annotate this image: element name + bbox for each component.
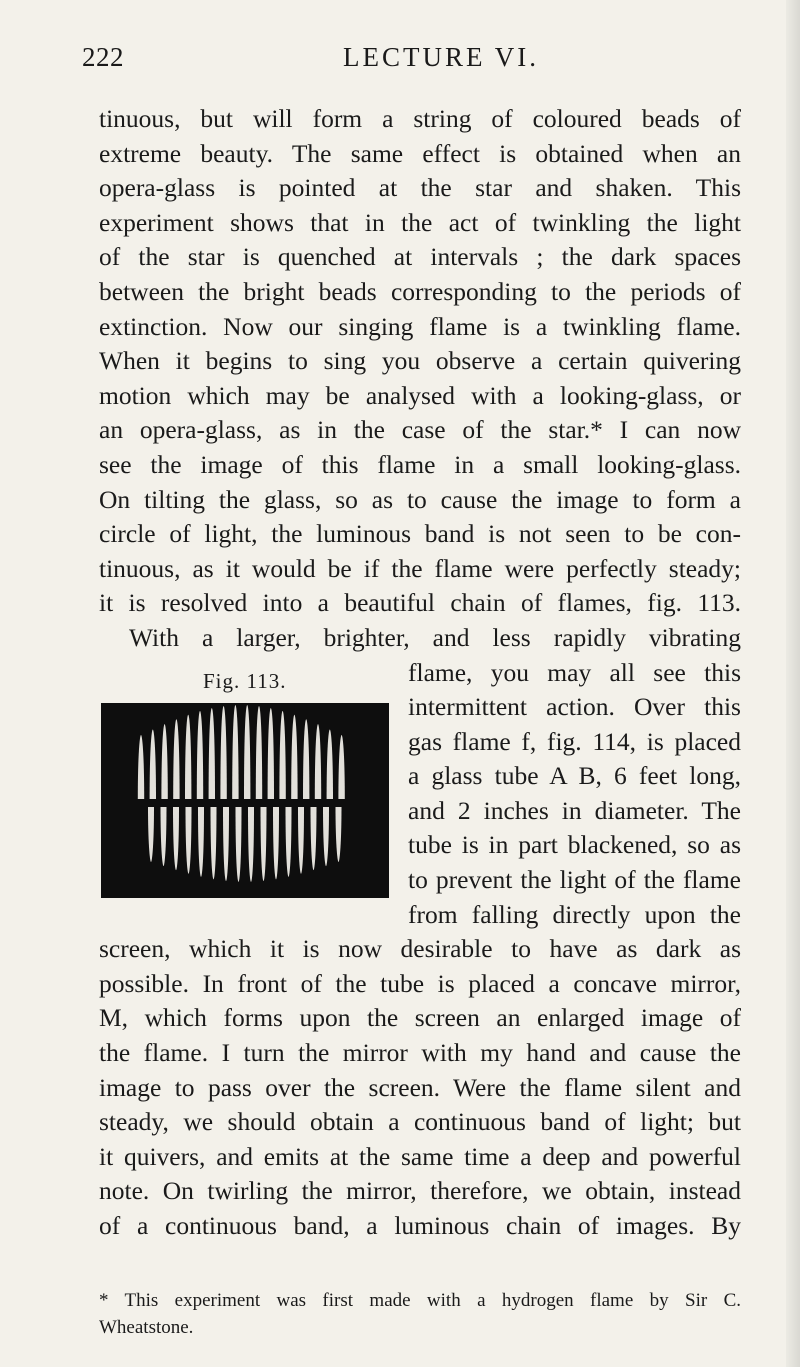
figure-wrap-zone (99, 656, 741, 933)
wrapped-text (408, 656, 741, 933)
flame-image (197, 711, 203, 799)
body-line: possible. In front of the tube is placed a concave mirror, (99, 968, 741, 998)
body-line: it is resolved into a beautiful chain of flames, fig. 113. (99, 588, 741, 618)
body-line: tinuous, but will form a string of coloured beads of (99, 104, 741, 133)
body-line: circle of light, the luminous band is not seen to be con- (99, 519, 741, 549)
body-line: note. On twirling the mirror, therefore, we obtain, instead (99, 1176, 741, 1206)
body-line: With a larger, brighter, and less rapidly vibrating (129, 622, 741, 652)
body-line: steady, we should obtain a continuous band of light; but (99, 1107, 741, 1137)
body-line: between the bright beads corresponding to the periods of (99, 276, 741, 306)
body-line: it quivers, and emits at the same time a deep and powerful (99, 1141, 741, 1171)
body-line: see the image of this flame in a small looking-glass. (99, 449, 741, 479)
body-line: When it begins to sing you observe a certain quivering (99, 346, 741, 376)
flame-image (286, 807, 292, 877)
flame-image (261, 807, 267, 881)
flame-image (232, 705, 238, 799)
body-line: from falling directly upon the (408, 899, 741, 929)
flame-image (323, 807, 329, 866)
flame-image (161, 807, 167, 866)
body-line: and 2 inches in diameter. The (408, 795, 741, 825)
body-text (99, 102, 741, 1244)
body-line: of the star is quenched at intervals ; the dark spaces (99, 242, 741, 272)
flame-chain-illustration (101, 703, 389, 898)
body-line: tube is in part blackened, so as (408, 830, 741, 860)
body-line: gas flame f, fig. 114, is placed (408, 726, 741, 756)
body-line: an opera-glass, as in the case of the star.* I can now (99, 415, 741, 445)
flame-image (327, 729, 333, 799)
flame-image (161, 724, 167, 799)
flame-image (186, 807, 192, 874)
page-number: 222 (82, 42, 124, 72)
body-line: flame, you may all see this (408, 657, 741, 687)
flame-image (198, 807, 204, 877)
body-line: the flame. I turn the mirror with my hand and cause the (99, 1038, 741, 1068)
flame-image (185, 714, 191, 798)
figure-113 (99, 656, 391, 932)
flame-image (211, 807, 217, 879)
flame-chain-image (101, 703, 389, 898)
flame-image (279, 711, 285, 799)
flame-image (173, 719, 179, 799)
footnote (99, 1287, 741, 1341)
flame-image (268, 708, 274, 799)
flame-image (303, 719, 309, 799)
body-line: motion which may be analysed with a looking-glass, or (99, 380, 741, 410)
flame-image (209, 708, 215, 799)
flame-image (220, 706, 226, 799)
footnote-line: * This experiment was first made with a hydrogen flame by Sir C. (99, 1290, 741, 1311)
flame-image (150, 729, 156, 799)
body-line: On tilting the glass, so as to cause the image to form a (99, 484, 741, 514)
flame-image (291, 714, 297, 798)
flame-image (148, 807, 154, 862)
body-line: opera-glass is pointed at the star and shaken. This (99, 173, 741, 203)
body-line: to prevent the light of the flame (408, 865, 741, 895)
body-line: a glass tube A B, 6 feet long, (408, 761, 741, 791)
body-line: M, which forms upon the screen an enlarged image of (99, 1003, 741, 1033)
flame-image (298, 807, 304, 874)
footnote-line: Wheatstone. (99, 1317, 194, 1338)
flame-image (244, 705, 250, 799)
running-head: LECTURE VI. (343, 42, 539, 72)
flame-image (336, 807, 342, 862)
page-edge (786, 0, 800, 1367)
figure-caption: Fig. 113. (203, 668, 287, 693)
page-header (0, 42, 800, 82)
flame-image (223, 807, 229, 881)
flame-image (338, 735, 344, 799)
body-line: screen, which it is now desirable to have as dark as (99, 934, 741, 964)
flame-image (248, 807, 254, 882)
flame-image (311, 807, 317, 870)
body-line: tinuous, as it would be if the flame were perfectly steady; (99, 553, 741, 583)
body-line: extreme beauty. The same effect is obtained when an (99, 138, 741, 168)
body-line: extinction. Now our singing flame is a twinkling flame. (99, 311, 741, 341)
body-line: image to pass over the screen. Were the flame silent and (99, 1072, 741, 1102)
flame-image (256, 706, 262, 799)
flame-image (173, 807, 179, 870)
flame-image (273, 807, 279, 879)
body-line: intermittent action. Over this (408, 692, 741, 722)
body-line: experiment shows that in the act of twinkling the light (99, 207, 741, 237)
flame-image (315, 724, 321, 799)
flame-image (236, 807, 242, 882)
body-line: of a continuous band, a luminous chain of images. By (99, 1211, 741, 1241)
flame-image (138, 735, 144, 799)
